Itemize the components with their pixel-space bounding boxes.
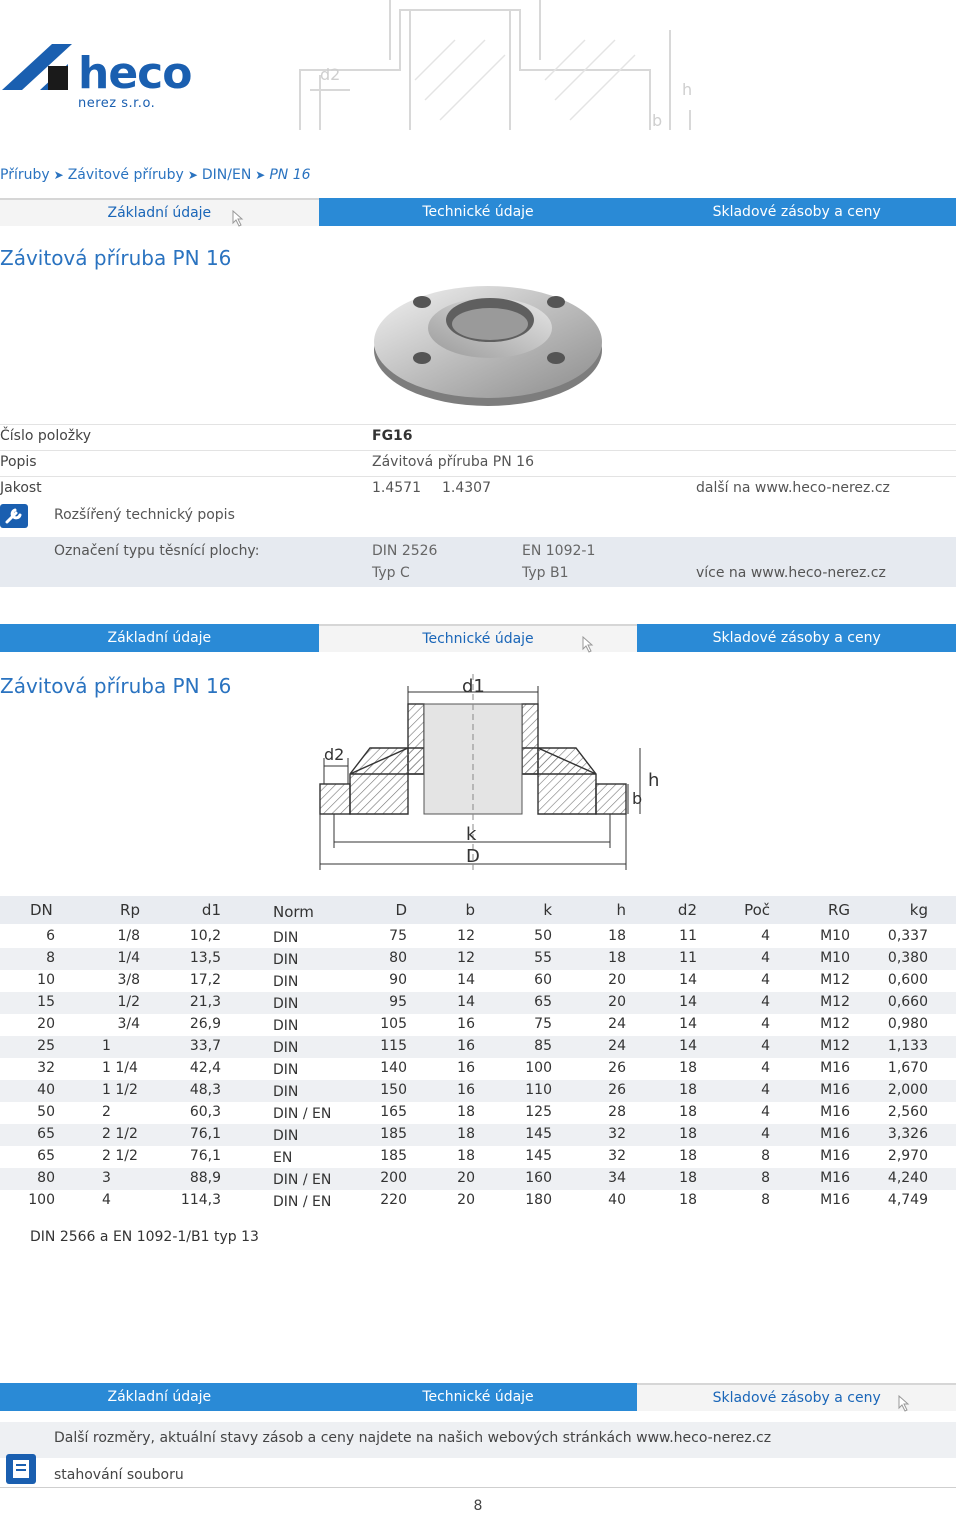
table-header <box>0 896 956 924</box>
table-row <box>0 926 956 948</box>
table-cell: 18 <box>608 928 626 944</box>
table-note: DIN 2566 a EN 1092-1/B1 typ 13 <box>30 1229 259 1245</box>
table-cell: 4,240 <box>887 1170 928 1186</box>
table-cell: 18 <box>679 1192 697 1208</box>
table-cell: 10 <box>37 972 55 988</box>
flange-photo <box>370 278 606 408</box>
table-cell: 4 <box>761 1082 770 1098</box>
table-cell: 220 <box>380 1192 407 1208</box>
table-cell: 15 <box>37 994 55 1010</box>
dim-label-h: h <box>648 770 660 791</box>
page-title: Závitová příruba PN 16 <box>0 674 232 698</box>
table-cell: 13,5 <box>189 950 221 966</box>
table-cell: 4 <box>761 994 770 1010</box>
table-cell: 4 <box>761 1104 770 1120</box>
table-cell: 1,670 <box>887 1060 928 1076</box>
column-header: Rp <box>120 901 140 919</box>
breadcrumb-current: PN 16 <box>269 167 311 183</box>
table-cell: DIN <box>273 1128 299 1144</box>
tab-basic-info[interactable]: Základní údaje <box>0 1383 319 1411</box>
table-cell: 76,1 <box>189 1148 221 1164</box>
table-cell: M10 <box>820 928 850 944</box>
table-cell: 18 <box>679 1148 697 1164</box>
table-cell: 12 <box>457 928 475 944</box>
seal-type-din: Typ C <box>372 565 410 581</box>
table-cell: M16 <box>820 1104 850 1120</box>
table-cell: DIN <box>273 996 299 1012</box>
table-cell: 80 <box>389 950 407 966</box>
table-cell: 20 <box>608 994 626 1010</box>
table-cell: 60,3 <box>189 1104 221 1120</box>
table-cell: 32 <box>608 1126 626 1142</box>
table-cell: 48,3 <box>189 1082 221 1098</box>
cursor-icon <box>582 636 598 654</box>
table-cell: 3,326 <box>887 1126 928 1142</box>
cursor-icon <box>232 210 248 228</box>
tab-technical[interactable]: Technické údaje <box>319 624 638 652</box>
table-cell: 33,7 <box>189 1038 221 1054</box>
table-cell: 75 <box>534 1016 552 1032</box>
table-cell: 18 <box>679 1104 697 1120</box>
table-cell: 2 <box>102 1104 111 1120</box>
table-cell: 42,4 <box>189 1060 221 1076</box>
table-cell: 34 <box>608 1170 626 1186</box>
info-row-extended[interactable] <box>0 504 956 528</box>
dim-label-d1: d1 <box>462 676 485 697</box>
column-header: b <box>465 901 475 919</box>
table-cell: 16 <box>457 1060 475 1076</box>
table-cell: DIN <box>273 1018 299 1034</box>
table-cell: 8 <box>761 1148 770 1164</box>
table-cell: 90 <box>389 972 407 988</box>
seal-standard-en: EN 1092-1 <box>522 543 596 559</box>
table-cell: 28 <box>608 1104 626 1120</box>
table-cell: 16 <box>457 1038 475 1054</box>
table-cell: 0,600 <box>887 972 928 988</box>
table-cell: 32 <box>608 1148 626 1164</box>
breadcrumb-item[interactable]: DIN/EN <box>201 167 252 183</box>
table-cell: 24 <box>608 1038 626 1054</box>
table-cell: 4 <box>761 1038 770 1054</box>
tabbar <box>0 198 956 226</box>
tab-technical[interactable]: Technické údaje <box>319 1383 638 1411</box>
table-row <box>0 970 956 992</box>
dim-label-b: b <box>632 789 643 808</box>
svg-text:h: h <box>682 80 693 99</box>
item-number-value: FG16 <box>372 428 413 444</box>
tab-basic-info[interactable]: Základní údaje <box>0 624 319 652</box>
table-cell: 3 <box>102 1170 111 1186</box>
table-row <box>0 1036 956 1058</box>
table-row <box>0 1190 956 1212</box>
seal-surface-box <box>0 537 956 587</box>
breadcrumb <box>0 167 311 183</box>
table-cell: 4,749 <box>887 1192 928 1208</box>
table-cell: 18 <box>679 1126 697 1142</box>
table-cell: 8 <box>761 1170 770 1186</box>
table-row <box>0 1124 956 1146</box>
table-cell: 2,560 <box>887 1104 928 1120</box>
table-cell: 115 <box>380 1038 407 1054</box>
dim-label-D: D <box>466 846 480 867</box>
table-cell: 20 <box>37 1016 55 1032</box>
seal-more-link[interactable]: více na www.heco-nerez.cz <box>696 565 886 581</box>
item-number-label: Číslo položky <box>0 428 92 444</box>
table-cell: 18 <box>457 1104 475 1120</box>
tab-stock-prices[interactable]: Skladové zásoby a ceny <box>637 624 956 652</box>
download-link[interactable]: stahování souboru <box>54 1467 184 1483</box>
grade-value: 1.4571 <box>372 480 421 496</box>
table-cell: 14 <box>679 1038 697 1054</box>
table-cell: 65 <box>37 1148 55 1164</box>
table-cell: DIN <box>273 952 299 968</box>
table-cell: DIN <box>273 1062 299 1078</box>
table-cell: 18 <box>608 950 626 966</box>
table-cell: 20 <box>457 1170 475 1186</box>
table-cell: 4 <box>761 950 770 966</box>
table-cell: 20 <box>457 1192 475 1208</box>
table-cell: 110 <box>525 1082 552 1098</box>
tab-basic-info[interactable]: Základní údaje <box>0 198 319 226</box>
table-cell: 18 <box>679 1060 697 1076</box>
table-cell: 26 <box>608 1060 626 1076</box>
table-cell: 8 <box>761 1192 770 1208</box>
table-cell: 125 <box>525 1104 552 1120</box>
info-row-description <box>0 450 956 474</box>
table-cell: 55 <box>534 950 552 966</box>
table-cell: 180 <box>525 1192 552 1208</box>
table-cell: 40 <box>608 1192 626 1208</box>
table-cell: 10,2 <box>189 928 221 944</box>
info-row-item <box>0 424 956 448</box>
table-cell: 185 <box>380 1148 407 1164</box>
table-cell: M16 <box>820 1060 850 1076</box>
table-cell: EN <box>273 1150 293 1166</box>
table-cell: 16 <box>457 1016 475 1032</box>
column-header: DN <box>30 901 53 919</box>
table-cell: 14 <box>679 972 697 988</box>
table-row <box>0 1014 956 1036</box>
table-cell: 4 <box>761 1126 770 1142</box>
table-cell: 100 <box>525 1060 552 1076</box>
table-cell: 14 <box>457 972 475 988</box>
table-cell: M16 <box>820 1148 850 1164</box>
table-cell: 11 <box>679 950 697 966</box>
table-cell: 200 <box>380 1170 407 1186</box>
table-cell: 160 <box>525 1170 552 1186</box>
page-number: 8 <box>473 1498 483 1514</box>
table-cell: 114,3 <box>180 1192 221 1208</box>
table-cell: 0,337 <box>887 928 928 944</box>
table-cell: 150 <box>380 1082 407 1098</box>
table-cell: 20 <box>608 972 626 988</box>
table-cell: 18 <box>457 1148 475 1164</box>
table-cell: 24 <box>608 1016 626 1032</box>
logo-mark <box>0 38 80 98</box>
chevron-right-icon: ➤ <box>255 168 266 182</box>
svg-text:d2: d2 <box>320 65 341 84</box>
column-header: k <box>543 901 552 919</box>
footer-info-bar <box>0 1422 956 1458</box>
chevron-right-icon: ➤ <box>187 168 198 182</box>
grade-label: Jakost <box>0 480 42 496</box>
extended-description-link[interactable]: Rozšířený technický popis <box>54 507 235 523</box>
seal-standard-din: DIN 2526 <box>372 543 438 559</box>
table-cell: 88,9 <box>189 1170 221 1186</box>
description-label: Popis <box>0 454 37 470</box>
logo-subtitle: nerez s.r.o. <box>78 96 156 111</box>
table-cell: 105 <box>380 1016 407 1032</box>
tab-technical[interactable]: Technické údaje <box>319 198 638 226</box>
footer-divider <box>0 1487 956 1488</box>
breadcrumb-item[interactable]: Závitové příruby <box>67 167 184 183</box>
info-row-grade <box>0 476 956 500</box>
tab-stock-prices[interactable]: Skladové zásoby a ceny <box>637 198 956 226</box>
tabbar <box>0 624 956 652</box>
table-cell: 17,2 <box>189 972 221 988</box>
table-cell: M12 <box>820 972 850 988</box>
column-header: D <box>395 901 407 919</box>
table-cell: 26,9 <box>189 1016 221 1032</box>
table-cell: 18 <box>679 1082 697 1098</box>
table-row <box>0 1146 956 1168</box>
table-cell: 60 <box>534 972 552 988</box>
table-cell: 21,3 <box>189 994 221 1010</box>
table-row <box>0 1058 956 1080</box>
table-cell: 25 <box>37 1038 55 1054</box>
table-cell: 14 <box>457 994 475 1010</box>
table-cell: 0,660 <box>887 994 928 1010</box>
table-cell: M16 <box>820 1126 850 1142</box>
column-header: kg <box>909 901 928 919</box>
table-cell: 65 <box>37 1126 55 1142</box>
table-cell: 100 <box>28 1192 55 1208</box>
table-cell: 85 <box>534 1038 552 1054</box>
table-cell: 18 <box>679 1170 697 1186</box>
table-cell: 4 <box>761 1060 770 1076</box>
table-cell: 0,980 <box>887 1016 928 1032</box>
column-header: d2 <box>677 901 697 919</box>
table-cell: 185 <box>380 1126 407 1142</box>
column-header: Norm <box>273 903 314 921</box>
table-cell: 11 <box>679 928 697 944</box>
table-row <box>0 1168 956 1190</box>
column-header: RG <box>827 901 850 919</box>
table-cell: 4 <box>761 928 770 944</box>
table-cell: 140 <box>380 1060 407 1076</box>
column-header: Poč <box>744 901 770 919</box>
table-cell: M16 <box>820 1192 850 1208</box>
table-cell: 1,133 <box>887 1038 928 1054</box>
table-cell: DIN / EN <box>273 1194 332 1210</box>
table-cell: 32 <box>37 1060 55 1076</box>
dim-label-k: k <box>466 824 477 845</box>
table-cell: 1/2 <box>117 994 140 1010</box>
table-cell: 145 <box>525 1126 552 1142</box>
grade-more-link[interactable]: další na www.heco-nerez.cz <box>696 480 890 496</box>
table-cell: 1/4 <box>117 950 140 966</box>
column-header: d1 <box>201 901 221 919</box>
table-cell: 18 <box>457 1126 475 1142</box>
table-cell: M12 <box>820 994 850 1010</box>
logo-text: heco <box>78 48 192 99</box>
description-value: Závitová příruba PN 16 <box>372 454 534 470</box>
table-cell: M12 <box>820 1016 850 1032</box>
table-cell: 26 <box>608 1082 626 1098</box>
table-cell: DIN <box>273 930 299 946</box>
table-cell: 3/4 <box>117 1016 140 1032</box>
table-cell: 75 <box>389 928 407 944</box>
technical-drawing <box>310 674 690 874</box>
table-cell: M16 <box>820 1170 850 1186</box>
table-cell: M10 <box>820 950 850 966</box>
table-cell: 1 1/2 <box>102 1082 138 1098</box>
table-cell: 1/8 <box>117 928 140 944</box>
breadcrumb-item[interactable]: Příruby <box>0 167 50 183</box>
footer-info-text: Další rozměry, aktuální stavy zásob a ceny najdete na našich webových stránkách www.heco-nerez.cz <box>54 1430 772 1446</box>
table-cell: 12 <box>457 950 475 966</box>
table-cell: 50 <box>37 1104 55 1120</box>
svg-text:b: b <box>652 111 663 130</box>
table-cell: 1 1/4 <box>102 1060 138 1076</box>
table-cell: 65 <box>534 994 552 1010</box>
table-cell: 2,000 <box>887 1082 928 1098</box>
table-cell: 4 <box>102 1192 111 1208</box>
table-cell: M12 <box>820 1038 850 1054</box>
table-cell: 1 <box>102 1038 111 1054</box>
seal-type-label: Označení typu těsnící plochy: <box>54 543 260 559</box>
tabbar <box>0 1383 956 1411</box>
table-row <box>0 948 956 970</box>
table-cell: 8 <box>46 950 55 966</box>
download-icon[interactable] <box>6 1454 36 1484</box>
table-cell: 4 <box>761 1016 770 1032</box>
table-cell: 2,970 <box>887 1148 928 1164</box>
cursor-icon <box>898 1395 914 1413</box>
table-cell: 2 1/2 <box>102 1126 138 1142</box>
table-cell: 0,380 <box>887 950 928 966</box>
table-cell: 50 <box>534 928 552 944</box>
page-title: Závitová příruba PN 16 <box>0 246 232 270</box>
table-cell: DIN / EN <box>273 1106 332 1122</box>
table-cell: DIN <box>273 1084 299 1100</box>
header-drawing <box>290 0 960 140</box>
table-row <box>0 1080 956 1102</box>
table-cell: 80 <box>37 1170 55 1186</box>
table-cell: 6 <box>46 928 55 944</box>
tab-stock-prices[interactable]: Skladové zásoby a ceny <box>637 1383 956 1411</box>
grade-value: 1.4307 <box>442 480 491 496</box>
chevron-right-icon: ➤ <box>53 168 64 182</box>
table-row <box>0 992 956 1014</box>
table-cell: 4 <box>761 972 770 988</box>
wrench-icon <box>0 504 28 528</box>
table-cell: 3/8 <box>117 972 140 988</box>
column-header: h <box>616 901 626 919</box>
table-cell: 145 <box>525 1148 552 1164</box>
table-cell: 76,1 <box>189 1126 221 1142</box>
table-cell: DIN <box>273 1040 299 1056</box>
table-cell: DIN <box>273 974 299 990</box>
table-cell: 14 <box>679 1016 697 1032</box>
table-cell: 95 <box>389 994 407 1010</box>
table-cell: 165 <box>380 1104 407 1120</box>
table-cell: 14 <box>679 994 697 1010</box>
table-cell: 2 1/2 <box>102 1148 138 1164</box>
table-cell: 16 <box>457 1082 475 1098</box>
seal-type-en: Typ B1 <box>522 565 569 581</box>
table-cell: M16 <box>820 1082 850 1098</box>
dim-label-d2: d2 <box>324 745 345 764</box>
table-row <box>0 1102 956 1124</box>
table-cell: DIN / EN <box>273 1172 332 1188</box>
table-cell: 40 <box>37 1082 55 1098</box>
